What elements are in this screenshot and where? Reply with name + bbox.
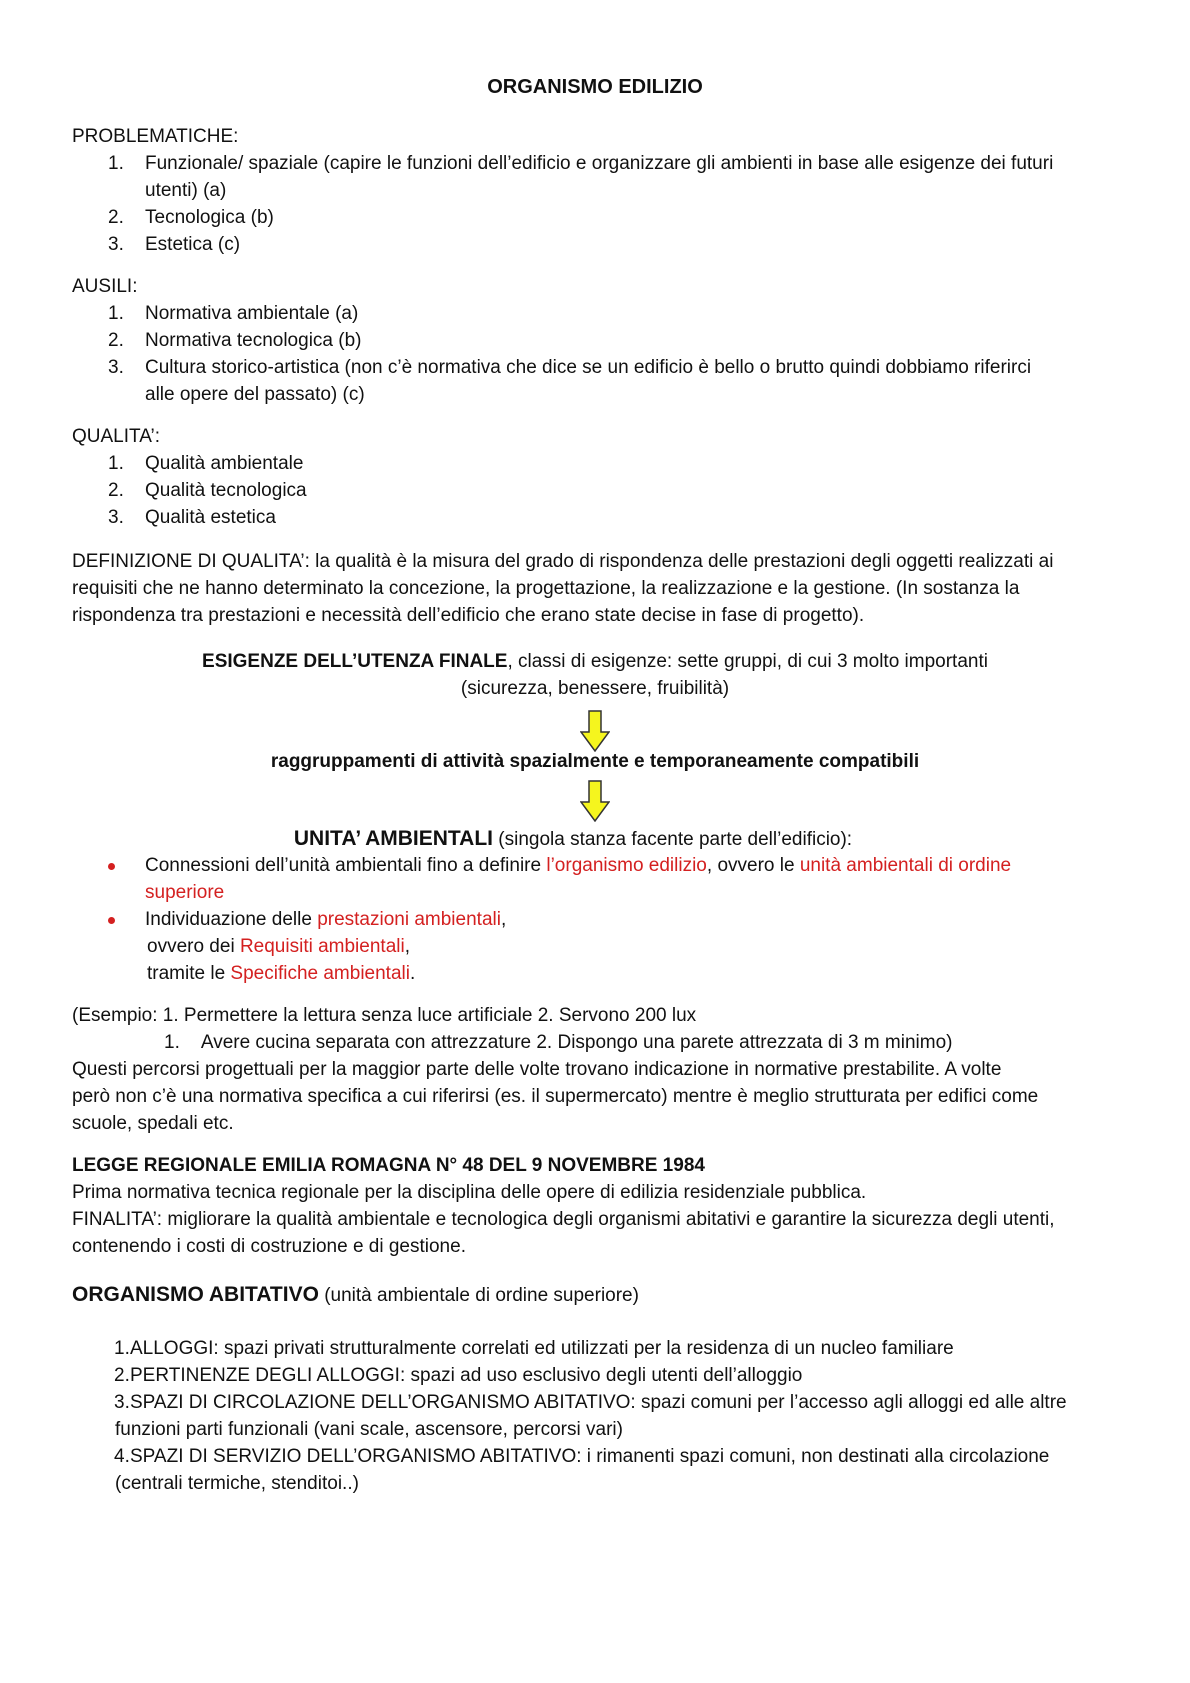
raggruppamenti-text: raggruppamenti di attività spazialmente e temporaneamente compatibili xyxy=(270,751,920,772)
text-line: FINALITA’: migliorare la qualità ambientale e tecnologica degli organismi abitativi e garantire la sicurezza degli utenti, xyxy=(72,1209,1055,1230)
bullet-icon xyxy=(108,917,115,924)
item-number: 3. xyxy=(114,1392,130,1413)
item-text: Avere cucina separata con attrezzature 2. Dispongo una parete attrezzata di 3 m minimo) xyxy=(200,1032,953,1053)
item-number: 1. xyxy=(108,153,124,174)
text-line: Prima normativa tecnica regionale per la disciplina delle opere di edilizia residenziale pubblica. xyxy=(72,1182,867,1203)
unita-heading xyxy=(0,825,1168,853)
item-text: Funzionale/ spaziale (capire le funzioni dell’edificio e organizzare gli ambienti in base alle esigenze dei futuri xyxy=(145,153,1054,174)
list-item xyxy=(72,504,1132,531)
paragraph xyxy=(72,548,1162,629)
section-abitativo-list xyxy=(72,1335,1132,1497)
esigenze-heading xyxy=(0,648,1190,702)
bullet-icon xyxy=(108,863,115,870)
list-item xyxy=(72,231,1132,258)
highlight-text: Requisiti ambientali xyxy=(239,936,405,957)
list-item xyxy=(72,150,1132,204)
item-number: 3. xyxy=(108,234,124,255)
item-text: Qualità ambientale xyxy=(145,453,304,474)
item-text: Connessioni dell’unità ambientali fino a definire xyxy=(145,855,547,876)
text-line: Questi percorsi progettuali per la maggior parte delle volte trovano indicazione in normative prestabilite. A volte xyxy=(72,1059,1002,1080)
section-abitativo-heading xyxy=(72,1281,1132,1309)
item-text: tramite le xyxy=(147,963,231,984)
item-number: 1. xyxy=(108,453,124,474)
text-line: requisiti che ne hanno determinato la concezione, la progettazione, la realizzazione e la gestione. (In sostanza la xyxy=(72,578,1020,599)
list-item xyxy=(72,906,1132,933)
down-arrow-icon xyxy=(580,780,610,822)
highlight-text: prestazioni ambientali xyxy=(317,909,501,930)
numbered-list xyxy=(72,450,1132,531)
list-item xyxy=(72,1389,1132,1443)
list-item xyxy=(72,1335,1132,1362)
item-text: Normativa ambientale (a) xyxy=(145,303,359,324)
text-line: contenendo i costi di costruzione e di gestione. xyxy=(72,1236,466,1257)
list-item xyxy=(72,204,1132,231)
section-esempio xyxy=(72,1002,1162,1137)
list-item xyxy=(72,1362,1132,1389)
abitativo-title: ORGANISMO ABITATIVO xyxy=(72,1283,319,1306)
page-title: ORGANISMO EDILIZIO xyxy=(487,76,703,98)
highlight-text: l’organismo edilizio xyxy=(546,855,707,876)
highlight-text: superiore xyxy=(145,882,225,903)
item-text: SPAZI DI CIRCOLAZIONE DELL’ORGANISMO ABITATIVO: spazi comuni per l’accesso agli alloggi ed alle altre xyxy=(130,1392,1067,1413)
item-number: 2. xyxy=(108,207,124,228)
item-text: Estetica (c) xyxy=(145,234,241,255)
list-item xyxy=(72,327,1132,354)
esigenze-text: , classi di esigenze: sette gruppi, di cui 3 molto importanti xyxy=(507,651,988,672)
item-text: , xyxy=(500,909,507,930)
item-text: Qualità estetica xyxy=(145,507,276,528)
down-arrow-icon xyxy=(580,710,610,752)
section-heading: PROBLEMATICHE: xyxy=(72,126,239,147)
list-item xyxy=(72,1443,1132,1497)
numbered-list xyxy=(72,150,1132,258)
item-number: 4. xyxy=(114,1446,130,1467)
item-number: 2. xyxy=(108,330,124,351)
example-line xyxy=(72,1029,1162,1056)
esigenze-title: ESIGENZE DELL’UTENZA FINALE xyxy=(202,651,508,672)
abitativo-text: (unità ambientale di ordine superiore) xyxy=(318,1285,639,1306)
list-item xyxy=(72,354,1132,408)
text-line: scuole, spedali etc. xyxy=(72,1113,234,1134)
text-line: DEFINIZIONE DI QUALITA’: la qualità è la misura del grado di rispondenza delle prestazioni degli oggetti realizzati ai xyxy=(72,551,1054,572)
item-number: 1. xyxy=(108,303,124,324)
item-text: funzioni parti funzionali (vani scale, ascensore, percorsi vari) xyxy=(115,1419,623,1440)
section-unita-bullets xyxy=(72,852,1132,987)
list-item xyxy=(72,477,1132,504)
bullet-list xyxy=(72,852,1132,933)
highlight-text: unità ambientali di ordine xyxy=(799,855,1012,876)
item-text: utenti) (a) xyxy=(145,180,227,201)
numbered-list xyxy=(72,300,1132,408)
item-text: , xyxy=(404,936,410,957)
item-text: Tecnologica (b) xyxy=(145,207,274,228)
section-qualita xyxy=(72,423,1132,531)
item-number: 2. xyxy=(108,480,124,501)
item-text: SPAZI DI SERVIZIO DELL’ORGANISMO ABITATIVO: i rimanenti spazi comuni, non destinati alla circolazione xyxy=(130,1446,1050,1467)
numbered-list xyxy=(72,1335,1132,1497)
item-text: alle opere del passato) (c) xyxy=(145,384,365,405)
item-text: , ovvero le xyxy=(706,855,800,876)
list-item xyxy=(72,300,1132,327)
item-number: 1. xyxy=(164,1032,180,1053)
highlight-text: Specifiche ambientali xyxy=(230,963,410,984)
esigenze-text: (sicurezza, benessere, fruibilità) xyxy=(460,678,730,699)
section-problematiche xyxy=(72,123,1132,258)
list-item xyxy=(72,450,1132,477)
unita-title: UNITA’ AMBIENTALI xyxy=(293,827,493,850)
unita-text: (singola stanza facente parte dell’edificio): xyxy=(493,829,853,850)
item-text: PERTINENZE DEGLI ALLOGGI: spazi ad uso esclusivo degli utenti dell’alloggio xyxy=(130,1365,803,1386)
item-number: 1. xyxy=(114,1338,130,1359)
item-text: ALLOGGI: spazi privati strutturalmente correlati ed utilizzati per la residenza di un nucleo familiare xyxy=(130,1338,954,1359)
text-line: rispondenza tra prestazioni e necessità dell’edificio che erano state decise in fase di progetto). xyxy=(72,605,865,626)
section-ausili xyxy=(72,273,1132,408)
list-item xyxy=(72,852,1132,906)
item-text: Qualità tecnologica xyxy=(145,480,307,501)
text-line: (Esempio: 1. Permettere la lettura senza luce artificiale 2. Servono 200 lux xyxy=(72,1005,697,1026)
item-text: ovvero dei xyxy=(147,936,240,957)
item-text: Normativa tecnologica (b) xyxy=(145,330,362,351)
section-heading: AUSILI: xyxy=(72,276,138,297)
section-heading: QUALITA’: xyxy=(72,426,160,447)
item-number: 3. xyxy=(108,507,124,528)
section-heading: LEGGE REGIONALE EMILIA ROMAGNA N° 48 DEL 9 NOVEMBRE 1984 xyxy=(72,1155,705,1176)
bullet-continuation xyxy=(72,933,1132,987)
section-legge xyxy=(72,1152,1172,1260)
item-text: . xyxy=(409,963,416,984)
text-line: però non c’è una normativa specifica a cui riferirsi (es. il supermercato) mentre è meglio strutturata per edifici come xyxy=(72,1086,1039,1107)
item-number: 2. xyxy=(114,1365,130,1386)
item-text: Cultura storico-artistica (non c’è normativa che dice se un edificio è bello o brutto quindi dobbiamo riferirci xyxy=(145,357,1032,378)
section-definizione xyxy=(72,548,1162,629)
item-text: (centrali termiche, stenditoi..) xyxy=(115,1473,359,1494)
item-text: Individuazione delle xyxy=(145,909,318,930)
item-number: 3. xyxy=(108,357,124,378)
